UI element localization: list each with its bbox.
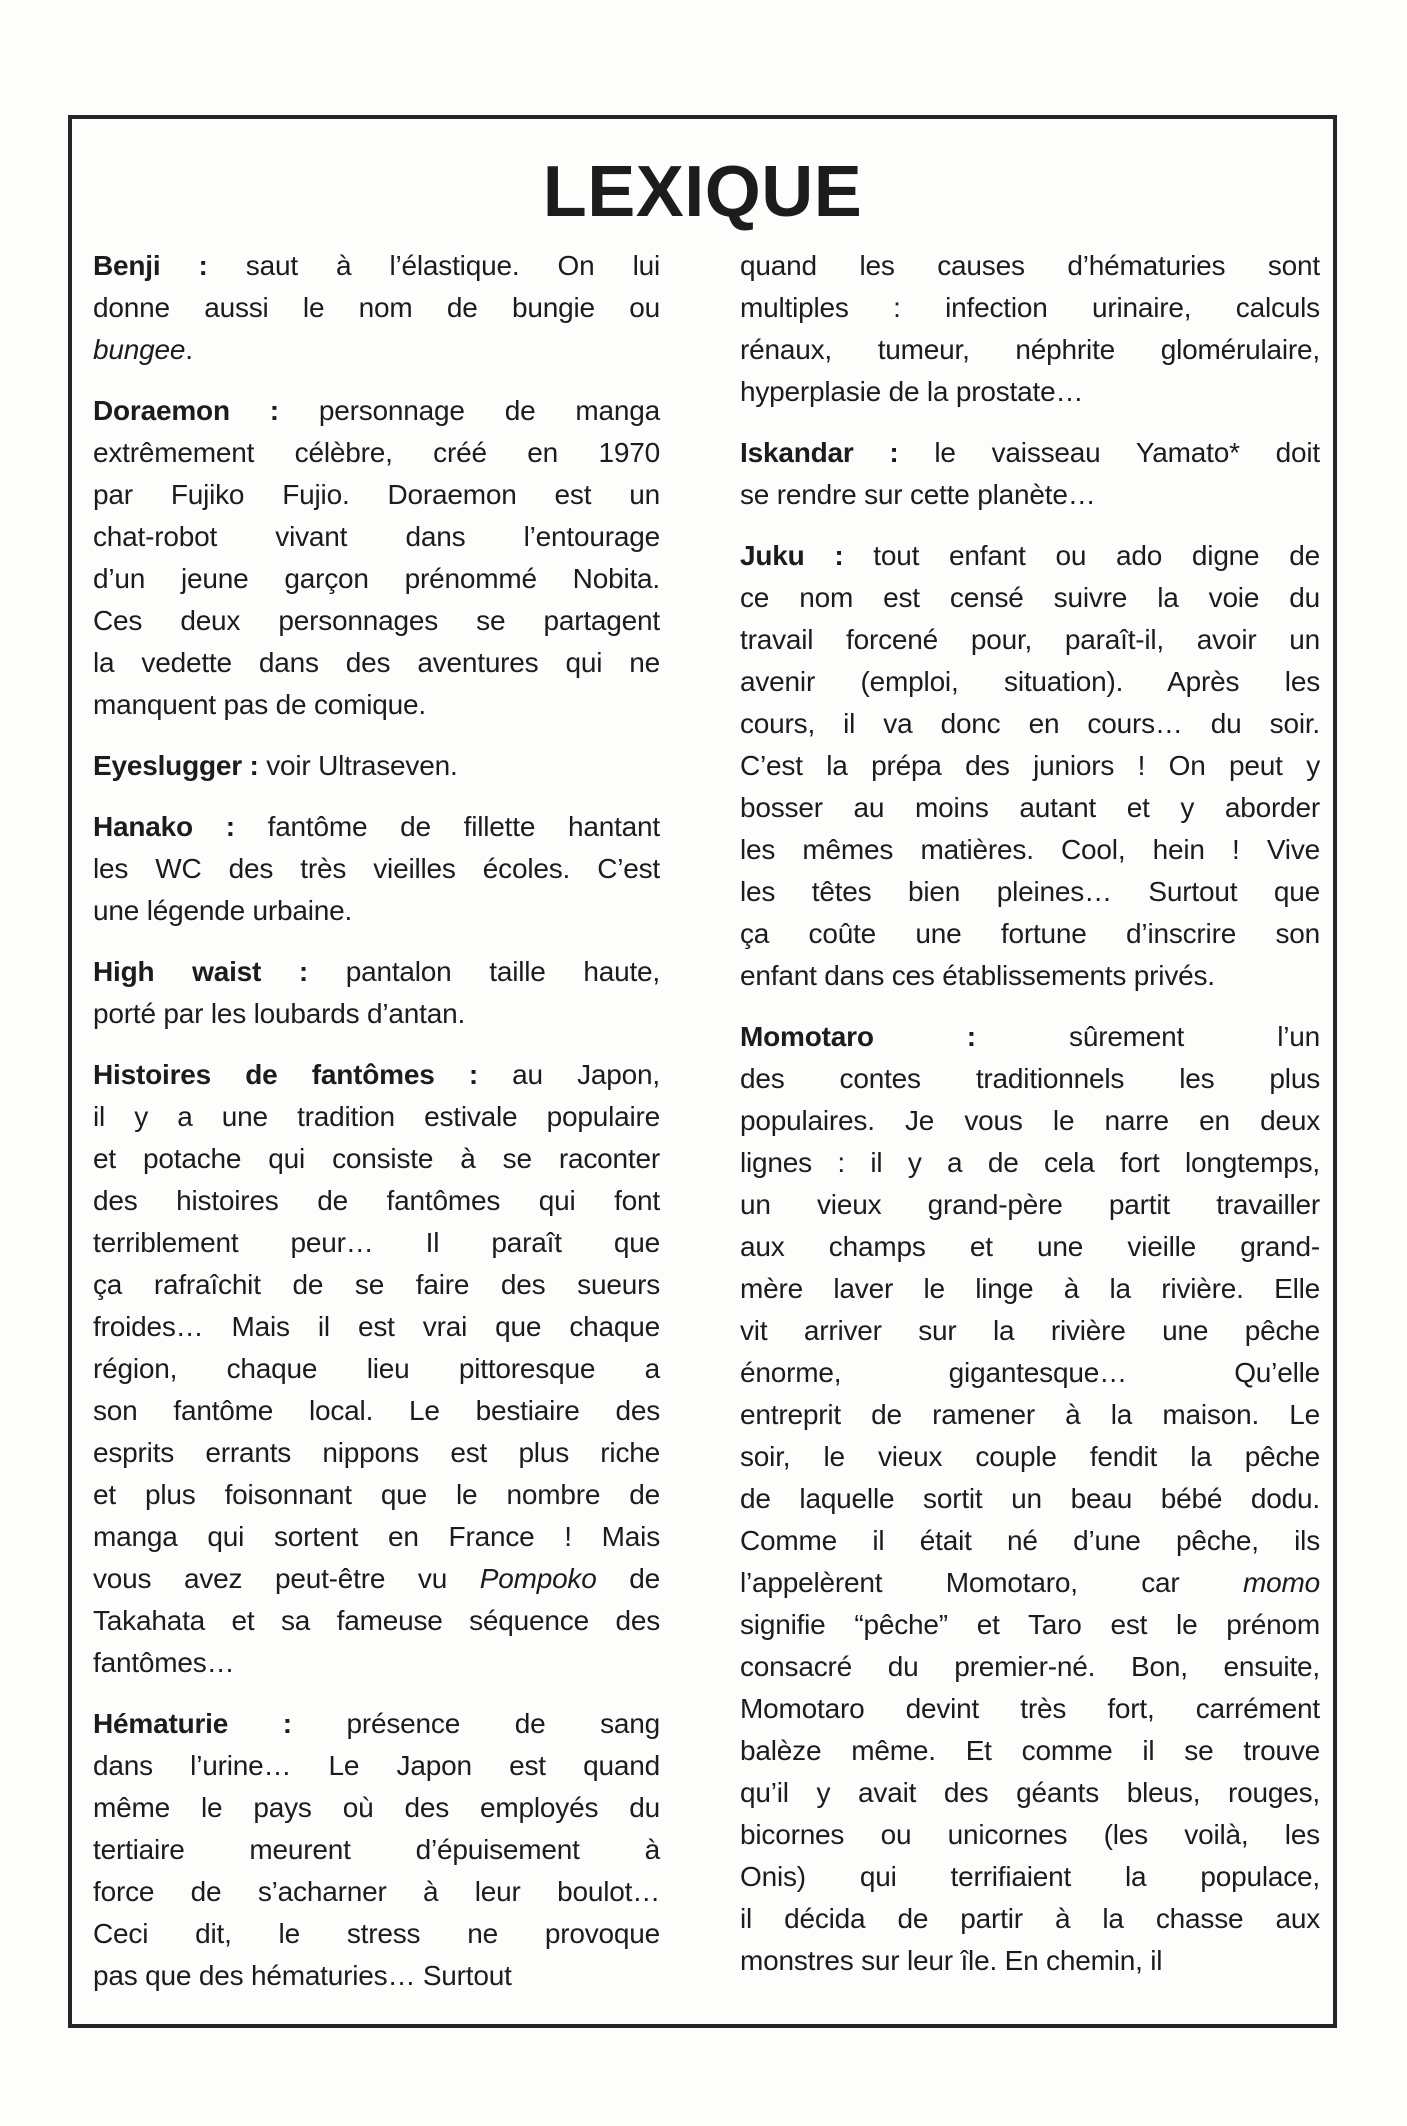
text-line: consacré du premier-né. Bon, ensuite, (740, 1651, 1320, 1682)
text-line: travail forcené pour, paraît-il, avoir un (740, 624, 1320, 655)
text-line: bungee. (93, 334, 193, 365)
text-line: vous avez peut-être vu Pompoko de (93, 1563, 660, 1594)
text-line: extrêmement célèbre, créé en 1970 (93, 437, 660, 468)
text-line: un vieux grand-père partit travailler (740, 1189, 1320, 1220)
text-line: Momotaro devint très fort, carrément (740, 1693, 1320, 1724)
text-line: froides… Mais il est vrai que chaque (93, 1311, 660, 1342)
text-line: Eyeslugger : voir Ultraseven. (93, 750, 458, 781)
text-line: même le pays où des employés du (93, 1792, 660, 1823)
lexicon-entry (93, 245, 660, 371)
text-line: son fantôme local. Le bestiaire des (93, 1395, 660, 1426)
text-line: entreprit de ramener à la maison. Le (740, 1399, 1320, 1430)
text-line: balèze même. Et comme il se trouve (740, 1735, 1320, 1766)
text-line: chat-robot vivant dans l’entourage (93, 521, 660, 552)
text-line: donne aussi le nom de bungie ou (93, 292, 660, 323)
text-line: il décida de partir à la chasse aux (740, 1903, 1320, 1934)
text-line: enfant dans ces établissements privés. (740, 960, 1215, 991)
text-line: des contes traditionnels les plus (740, 1063, 1320, 1094)
text-line: aux champs et une vieille grand- (740, 1231, 1320, 1262)
text-line: Doraemon : personnage de manga (93, 395, 661, 426)
text-line: quand les causes d’hématuries sont (740, 250, 1320, 281)
page-title: LEXIQUE (542, 152, 863, 232)
text-line: bosser au moins autant et y aborder (740, 792, 1320, 823)
lexicon-entry (740, 245, 1320, 413)
text-line: énorme, gigantesque… Qu’elle (740, 1357, 1320, 1388)
lexicon-entry (93, 1703, 660, 1997)
text-line: la vedette dans des aventures qui ne (93, 647, 660, 678)
lexicon-entry (93, 745, 660, 787)
text-line: mère laver le linge à la rivière. Elle (740, 1273, 1320, 1304)
lexicon-entry (740, 1016, 1320, 1982)
text-line: fantômes… (93, 1647, 235, 1678)
text-line: région, chaque lieu pittoresque a (93, 1353, 660, 1384)
text-line: C’est la prépa des juniors ! On peut y (740, 750, 1320, 781)
text-line: rénaux, tumeur, néphrite glomérulaire, (740, 334, 1320, 365)
text-line: Histoires de fantômes : au Japon, (93, 1059, 660, 1090)
text-line: hyperplasie de la prostate… (740, 376, 1084, 407)
text-line: Juku : tout enfant ou ado digne de (740, 540, 1320, 571)
text-line: Comme il était né d’une pêche, ils (740, 1525, 1320, 1556)
text-line: porté par les loubards d’antan. (93, 998, 466, 1029)
text-line: l’appelèrent Momotaro, car momo (740, 1567, 1320, 1598)
column-right (740, 245, 1320, 1997)
text-line: de laquelle sortit un beau bébé dodu. (740, 1483, 1320, 1514)
text-line: High waist : pantalon taille haute, (93, 956, 661, 987)
lexicon-entry (740, 535, 1320, 997)
text-line: et plus foisonnant que le nombre de (93, 1479, 660, 1510)
lexicon-entry (93, 951, 660, 1035)
text-line: soir, le vieux couple fendit la pêche (740, 1441, 1320, 1472)
text-line: ça coûte une fortune d’inscrire son (740, 918, 1320, 949)
text-line: Onis) qui terrifiaient la populace, (740, 1861, 1320, 1892)
text-line: Momotaro : sûrement l’un (740, 1021, 1320, 1052)
text-line: les mêmes matières. Cool, hein ! Vive (740, 834, 1320, 865)
text-line: force de s’acharner à leur boulot… (93, 1876, 660, 1907)
text-line: qu’il y avait des géants bleus, rouges, (740, 1777, 1320, 1808)
text-line: ce nom est censé suivre la voie du (740, 582, 1320, 613)
lexicon-entry (93, 390, 660, 726)
text-line: signifie “pêche” et Taro est le prénom (740, 1609, 1320, 1640)
text-line: cours, il va donc en cours… du soir. (740, 708, 1320, 739)
text-line: Ces deux personnages se partagent (93, 605, 660, 636)
text-line: des histoires de fantômes qui font (93, 1185, 660, 1216)
text-line: Takahata et sa fameuse séquence des (93, 1605, 660, 1636)
text-line: manga qui sortent en France ! Mais (93, 1521, 660, 1552)
text-line: les WC des très vieilles écoles. C’est (93, 853, 660, 884)
text-line: et potache qui consiste à se raconter (93, 1143, 660, 1174)
text-line: pas que des hématuries… Surtout (93, 1960, 512, 1991)
lexicon-entry (740, 432, 1320, 516)
text-line: il y a une tradition estivale populaire (93, 1101, 660, 1132)
text-line: ça rafraîchit de se faire des sueurs (93, 1269, 660, 1300)
text-line: esprits errants nippons est plus riche (93, 1437, 660, 1468)
lexicon-entry (93, 1054, 660, 1684)
text-line: bicornes ou unicornes (les voilà, les (740, 1819, 1320, 1850)
text-line: Ceci dit, le stress ne provoque (93, 1918, 660, 1949)
text-line: Hanako : fantôme de fillette hantant (93, 811, 660, 842)
text-line: dans l’urine… Le Japon est quand (93, 1750, 660, 1781)
text-line: Iskandar : le vaisseau Yamato* doit (740, 437, 1320, 468)
text-line: populaires. Je vous le narre en deux (740, 1105, 1320, 1136)
text-line: par Fujiko Fujio. Doraemon est un (93, 479, 660, 510)
text-line: multiples : infection urinaire, calculs (740, 292, 1320, 323)
text-line: se rendre sur cette planète… (740, 479, 1096, 510)
text-line: terriblement peur… Il paraît que (93, 1227, 660, 1258)
column-left (93, 245, 660, 1997)
text-columns (93, 245, 1320, 1997)
text-line: d’un jeune garçon prénommé Nobita. (93, 563, 660, 594)
text-line: vit arriver sur la rivière une pêche (740, 1315, 1320, 1346)
text-line: une légende urbaine. (93, 895, 353, 926)
text-line: manquent pas de comique. (93, 689, 426, 720)
lexique-box (68, 115, 1337, 2028)
text-line: Benji : saut à l’élastique. On lui (93, 250, 660, 281)
text-line: lignes : il y a de cela fort longtemps, (740, 1147, 1320, 1178)
text-line: tertiaire meurent d’épuisement à (93, 1834, 660, 1865)
text-line: avenir (emploi, situation). Après les (740, 666, 1320, 697)
text-line: les têtes bien pleines… Surtout que (740, 876, 1320, 907)
text-line: Hématurie : présence de sang (93, 1708, 660, 1739)
lexicon-entry (93, 806, 660, 932)
text-line: monstres sur leur île. En chemin, il (740, 1945, 1163, 1976)
